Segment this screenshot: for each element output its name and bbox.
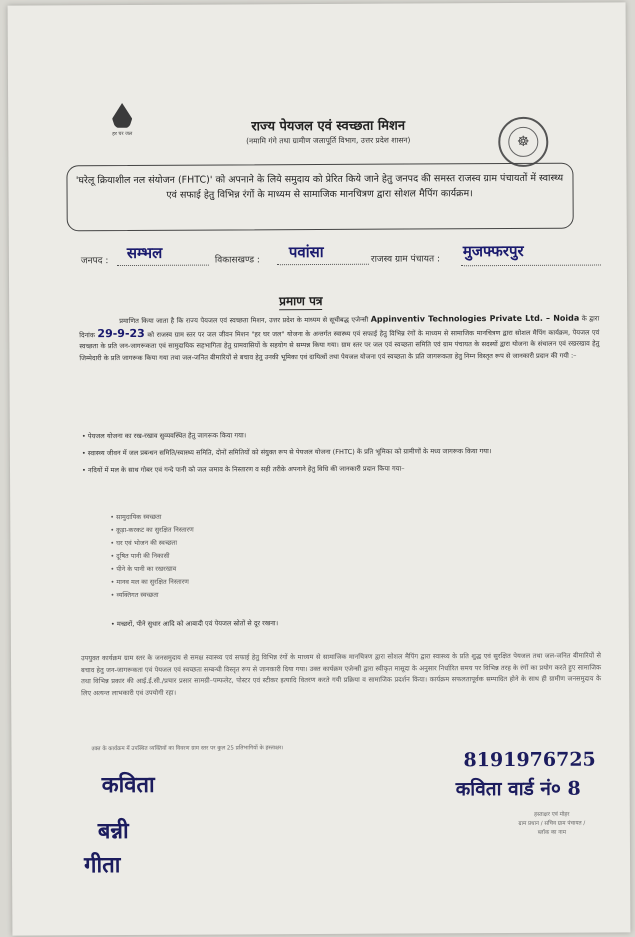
bullet-list — [82, 429, 602, 477]
bullet-text: पेयजल योजना का रख-रखाव सुव्यवस्थित हेतु जागरूक किया गया। — [87, 431, 247, 441]
intro-part-2: के द्वारा दिनांक — [79, 314, 600, 339]
document-page — [8, 2, 631, 935]
bullet-text: स्वास्थ्य जीवन में जल प्रबन्धन समिति/स्वास्थ्य समिति, दोनों समितियों को संयुक्त रूप से पेयजल योजना (FHTC) के प्रति भूमिका को ग्रामीणों के मध्य जागरूक किया गया। — [87, 447, 492, 458]
sub-item-text: पीने के पानी का रखरखाव — [116, 564, 177, 574]
department-subtitle: (नमामि गंगे तथा ग्रामीण जलापूर्ति विभाग, उत्तर प्रदेश शासन) — [246, 135, 411, 146]
sub-item-text: दूषित पानी की निकासी — [116, 551, 170, 561]
bullet-text: मच्छरों, पीने सुधार आदि को आबादी एवं पेयजल स्रोतों से दूर रखना। — [116, 619, 279, 629]
signature-3: गीता — [84, 852, 121, 879]
certificate-intro — [79, 313, 599, 365]
last-bullet: • मच्छरों, पीने सुधार आदि को आबादी एवं पेयजल स्रोतों से दूर रखना। — [110, 619, 279, 629]
block-value: पवांसा — [288, 242, 324, 262]
water-drop-icon — [112, 103, 132, 129]
sub-item-text: कूड़ा-करकट का सुरक्षित निस्तारण — [116, 525, 194, 535]
official-line-3: ब्लॉक का नाम — [537, 829, 567, 836]
list-item: • स्वास्थ्य जीवन में जल प्रबन्धन समिति/स्वास्थ्य समिति, दोनों समितियों को संयुक्त रूप से पेयजल योजना (FHTC) के प्रति भूमिका को ग्रामीणों के मध्य जागरूक किया गया। — [81, 447, 492, 458]
emblem-icon: ☸ — [508, 127, 538, 157]
sub-item-text: मानव मल का सुरक्षित निस्तारण — [116, 577, 189, 587]
list-item: • कूड़ा-करकट का सुरक्षित निस्तारण — [110, 525, 194, 535]
list-item: • व्यक्तिगत स्वच्छता — [110, 590, 159, 600]
official-line-1: हस्ताक्षर एवं मोहर — [534, 811, 570, 818]
list-item: • दूषित पानी की निकासी — [110, 551, 170, 561]
logo-caption: हर घर जल — [112, 130, 133, 138]
government-seal-icon — [498, 117, 548, 167]
jal-jeevan-logo — [100, 103, 144, 137]
mission-title: राज्य पेयजल एवं स्वच्छता मिशन — [251, 118, 406, 135]
phone-number: 8191976725 — [463, 748, 596, 772]
footer-line: उक्त के कार्यक्रम में उपस्थित व्यक्तियों का विवरण ग्राम स्तर पर कुल 25 प्रतिभागियों के हस्ताक्षर। — [91, 745, 284, 753]
intro-part-1: प्रमाणित किया जाता है कि राज्य पेयजल एवं स्वच्छता मिशन, उत्तर प्रदेश के माध्यम से सूचीबद्ध एजेन्सी — [119, 315, 369, 326]
signature-1: कविता — [101, 771, 155, 799]
agency-name: Appinventiv Technologies Private Ltd. – Noida — [370, 313, 580, 324]
signer-name-ward: कविता वार्ड नं० 8 — [455, 777, 581, 801]
village-value: मुजफ्फरपुर — [462, 241, 524, 261]
certificate-heading: प्रमाण पत्र — [279, 293, 323, 309]
list-item: • पेयजल योजना का रख-रखाव सुव्यवस्थित हेतु जागरूक किया गया। — [81, 431, 247, 441]
sub-item-text: सामुदायिक स्वच्छता — [116, 512, 162, 522]
list-item: • मानव मल का सुरक्षित निस्तारण — [110, 577, 189, 587]
list-item: • घर एवं भोजन की स्वच्छता — [110, 538, 177, 548]
sub-item-list — [110, 510, 410, 603]
official-block — [482, 810, 622, 838]
district-value: सम्भल — [126, 243, 163, 263]
official-line-2: ग्राम प्रधान / सचिव ग्राम पंचायत / — [518, 820, 586, 827]
bullet-text: नदियों में मल के साथ गोबर एवं गन्दे पानी को जल जमाव के निस्तारण व सही तरीके अपनाने हेतु विधि की जानकारी प्रदान किया गया– — [87, 464, 405, 475]
village-label: राजस्व ग्राम पंचायत : — [370, 254, 441, 265]
sub-item-text: घर एवं भोजन की स्वच्छता — [116, 538, 177, 548]
block-label: विकासखण्ड : — [214, 255, 260, 266]
program-date: 29-9-23 — [97, 326, 145, 340]
list-item: • नदियों में मल के साथ गोबर एवं गन्दे पानी को जल जमाव के निस्तारण व सही तरीके अपनाने हेतु विधि की जानकारी प्रदान किया गया– — [81, 464, 405, 475]
intro-part-3: को राजस्व ग्राम स्तर पर जल जीवन मिशन "हर घर जल" योजना के अन्तर्गत स्वास्थ्य एवं सफाई हेतु विभिन्न रंगों के माध्यम से सामाजिक मानचित्रण द्वारा सोशल मैपिंग कार्यक्रम, पेयजल एवं स्वच्छता के प्रति जन-जागरूकता एवं सामुदायिक सहभागिता हेतु ग्रामवासियों के सहयोग से सम्पन्न किया गया। ग्राम स्तर पर जल एवं स्वच्छता समिति एवं ग्राम पंचायत के सदस्यों द्वारा योजना के संचालन एवं रखरखाव हेतु जिम्मेदारी के प्रति जागरूक किया गया तथा जल-जनित बीमारियों से बचाव हेतु उनकी भूमिका एवं दायित्वों तथा पेयजल योजना एवं स्वच्छता के प्रति जागरूकता हेतु निम्न विस्तृत रूप से जानकारी प्रदान की गयी :– — [79, 328, 600, 362]
program-banner-text: 'घरेलू क्रियाशील नल संयोजन (FHTC)' को अपनाने के लिये समुदाय को प्रेरित किये जाने हेतु जनपद की समस्त राजस्व ग्राम पंचायतों में स्वास्थ्य एवं सफाई हेतु विभिन्न रंगों के माध्यम से सामाजिक मानचित्रण द्वारा सोशल मैपिंग कार्यक्रम। — [75, 172, 564, 201]
sub-item-text: व्यक्तिगत स्वच्छता — [116, 590, 159, 600]
certificate-paragraph-2: उपयुक्त कार्यक्रम ग्राम स्तर के जनसमुदाय से समक्ष स्वास्थ्य एवं सफाई हेतु विभिन्न रंगों के माध्यम से सामाजिक मानचित्रण द्वारा सोशल मैपिंग द्वारा स्वास्थ्य के प्रति शुद्ध एवं सुरक्षित पेयजल तथा जल-जनित बीमारियों से बचाव हेतु जन-जागरूकता एवं पेयजल एवं स्वच्छता सम्बन्धी विस्तृत रूप से जानकारी दिया गया। उक्त कार्यक्रम एजेन्सी द्वारा स्वीकृत मासूदा के अनुसार निर्धारित समय पर विभिन्न तरह के रंगों का प्रयोग करते हुए सामाजिक तथा विभिन्न प्रकार की आई.ई.सी./प्रचार प्रसार सामग्री–पम्फलेट, पोस्टर एवं स्टीकर इत्यादि वितरण करते गयी प्रक्रिया व सामाजिक प्रदर्शन किया। कार्यक्रम सफलतापूर्वक सम्पादित होने के साथ ही ग्रामीण जनसमुदाय के लिए अत्यन्त लाभकारी एवं उपयोगी रहा। — [80, 651, 602, 697]
district-label: जनपद : — [80, 256, 109, 267]
list-item: • सामुदायिक स्वच्छता — [110, 512, 162, 522]
list-item: • पीने के पानी का रखरखाव — [110, 564, 177, 574]
signature-2: बन्नी — [97, 818, 129, 845]
